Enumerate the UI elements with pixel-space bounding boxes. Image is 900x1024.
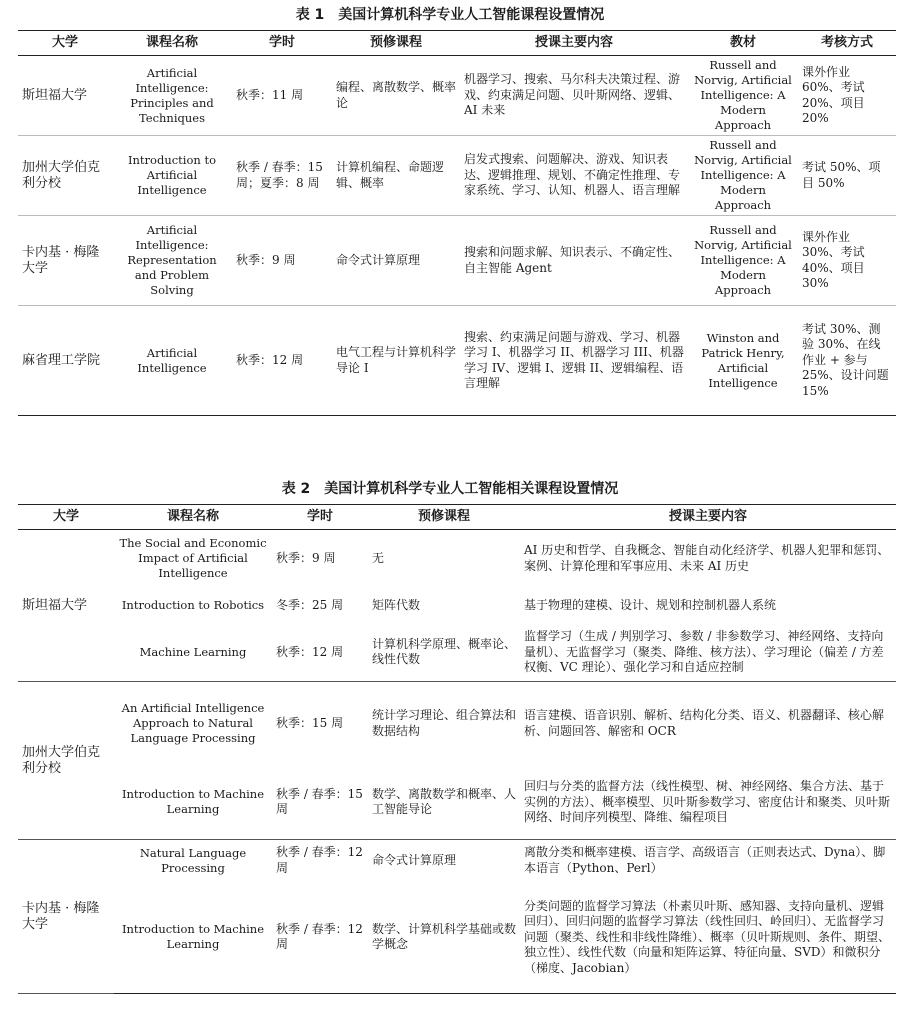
course-cell: Artificial Intelligence: Principles and Techniques <box>112 56 232 136</box>
table2-title: 表 2 美国计算机科学专业人工智能相关课程设置情况 <box>281 481 619 497</box>
assessment-cell: 课外作业 60%、考试 20%、项目 20% <box>798 56 896 136</box>
table-row <box>18 530 896 588</box>
content-cell: 搜索、约束满足问题与游戏、学习、机器学习 I、机器学习 II、机器学习 III、机器学习 IV、逻辑 I、逻辑 II、逻辑编程、语言理解 <box>464 329 684 390</box>
column-header: 预修课程 <box>332 31 460 56</box>
hours-cell: 秋季 / 春季：12 周 <box>276 921 363 952</box>
table-row <box>18 136 896 216</box>
content-cell: 启发式搜索、问题解决、游戏、知识表达、逻辑推理、规划、不确定性推理、专家系统、学习、认知、机器人、语言理解 <box>460 136 688 216</box>
content-cell: AI 历史和哲学、自我概念、智能自动化经济学、机器人犯罪和惩罚、案例、计算伦理和军事应用、未来 AI 历史 <box>524 543 890 573</box>
hours-cell: 秋季 / 春季：15 周 <box>272 766 368 840</box>
content-cell: 离散分类和概率建模、语言学、高级语言（正则表达式、Dyna）、脚本语言（Python、Perl） <box>524 845 886 875</box>
column-header: 授课主要内容 <box>520 505 896 530</box>
hours-cell: 秋季：15 周 <box>276 716 344 730</box>
content-cell: 机器学习、搜索、马尔科夫决策过程、游戏、约束满足问题、贝叶斯网络、逻辑、AI 未来 <box>460 56 688 136</box>
column-header: 课程名称 <box>114 505 272 530</box>
table1-header-row <box>18 31 896 56</box>
textbook-cell: Russell and Norvig, Artificial Intelligence: A Modern Approach <box>688 56 798 136</box>
column-header: 考核方式 <box>798 31 896 56</box>
course-cell: Introduction to Robotics <box>121 598 265 612</box>
table-row <box>18 624 896 682</box>
course-cell: Machine Learning <box>114 624 272 682</box>
prereq-cell: 命令式计算原理 <box>372 853 457 867</box>
hours-cell: 秋季 / 春季：15 周；夏季：8 周 <box>232 136 332 216</box>
column-header: 授课主要内容 <box>460 31 688 56</box>
hours-cell: 冬季：25 周 <box>276 597 344 612</box>
assessment-cell: 考试 50%、项目 50% <box>798 136 896 216</box>
prereq-cell: 编程、离散数学、概率论 <box>332 56 460 136</box>
hours-cell: 秋季：9 周 <box>232 216 332 306</box>
university-cell: 加州大学伯克利分校 <box>18 136 112 216</box>
table-row <box>18 682 896 766</box>
university-cell: 加州大学伯克利分校 <box>18 682 114 840</box>
column-header: 大学 <box>18 31 112 56</box>
column-header: 学时 <box>272 505 368 530</box>
prereq-cell: 数学、计算机科学基础或数学概念 <box>372 921 517 952</box>
column-header: 预修课程 <box>368 505 520 530</box>
textbook-cell: Russell and Norvig, Artificial Intelligence: A Modern Approach <box>688 136 798 216</box>
course-cell: Introduction to Machine Learning <box>121 922 265 952</box>
prereq-cell: 数学、离散数学和概率、人工智能导论 <box>368 766 520 840</box>
course-cell: Introduction to Machine Learning <box>114 766 272 840</box>
university-cell: 卡内基 · 梅隆大学 <box>18 216 112 306</box>
column-header: 教材 <box>688 31 798 56</box>
content-cell: 分类问题的监督学习算法（朴素贝叶斯、感知器、支持向量机、逻辑回归）、回归问题的监督学习算法（线性回归、岭回归）、无监督学习问题（聚类、线性和非线性降维）、概率（贝叶斯规则、条件、期望、独立性）、线性代数（向量和矩阵运算、特征向量、SVD）和微积分（梯度、Jacobian） <box>524 898 891 975</box>
table-row <box>18 840 896 882</box>
content-cell: 基于物理的建模、设计、规划和控制机器人系统 <box>524 597 777 612</box>
hours-cell: 秋季 / 春季：12 周 <box>276 845 363 875</box>
column-header: 学时 <box>232 31 332 56</box>
university-cell: 麻省理工学院 <box>22 352 101 368</box>
university-cell: 卡内基 · 梅隆大学 <box>18 840 114 994</box>
column-header: 大学 <box>18 505 114 530</box>
table-row <box>18 216 896 306</box>
hours-cell: 秋季：12 周 <box>236 352 304 367</box>
table2 <box>18 504 896 994</box>
table-row <box>18 588 896 624</box>
textbook-cell: Winston and Patrick Henry, Artificial Intelligence <box>701 330 785 390</box>
table-row <box>18 306 896 416</box>
table2-header-row <box>18 505 896 530</box>
university-cell: 斯坦福大学 <box>18 530 114 682</box>
content-cell: 语言建模、语音识别、解析、结构化分类、语义、机器翻译、核心解析、问题回答、解密和 OCR <box>524 708 885 738</box>
prereq-cell: 无 <box>372 551 385 565</box>
table-row <box>18 882 896 994</box>
course-cell: Introduction to Artificial Intelligence <box>112 136 232 216</box>
table1-title: 表 1 美国计算机科学专业人工智能课程设置情况 <box>295 7 605 23</box>
textbook-cell: Russell and Norvig, Artificial Intelligence: A Modern Approach <box>688 216 798 306</box>
content-cell: 监督学习（生成 / 判别学习、参数 / 非参数学习、神经网络、支持向量机）、无监督学习（聚类、降维、核方法）、学习理论（偏差 / 方差权衡、VC 理论）、强化学习和自适应控制 <box>520 624 896 682</box>
column-header: 课程名称 <box>112 31 232 56</box>
course-cell: The Social and Economic Impact of Artificial Intelligence <box>119 536 267 581</box>
content-cell: 搜索和问题求解、知识表示、不确定性、自主智能 Agent <box>460 216 688 306</box>
table1 <box>18 30 896 416</box>
prereq-cell: 矩阵代数 <box>372 597 421 612</box>
course-cell: Artificial Intelligence: Representation and Problem Solving <box>112 216 232 306</box>
prereq-cell: 计算机科学原理、概率论、线性代数 <box>368 624 520 682</box>
hours-cell: 秋季：11 周 <box>232 56 332 136</box>
hours-cell: 秋季：12 周 <box>272 624 368 682</box>
university-cell: 斯坦福大学 <box>18 56 112 136</box>
course-cell: Natural Language Processing <box>139 845 247 875</box>
table-row <box>18 56 896 136</box>
course-cell: An Artificial Intelligence Approach to Natural Language Processing <box>121 701 265 746</box>
assessment-cell: 考试 30%、测验 30%、在线作业 + 参与 25%、设计问题 15% <box>802 321 889 398</box>
prereq-cell: 统计学习理论、组合算法和数据结构 <box>372 708 517 738</box>
prereq-cell: 计算机编程、命题逻辑、概率 <box>332 136 460 216</box>
prereq-cell: 电气工程与计算机科学导论 I <box>336 345 457 375</box>
course-cell: Artificial Intelligence <box>137 345 207 375</box>
prereq-cell: 命令式计算原理 <box>332 216 460 306</box>
content-cell: 回归与分类的监督方法（线性模型、树、神经网络、集合方法、基于实例的方法）、概率模型、贝叶斯参数学习、密度估计和聚类、贝叶斯网络、时间序列模型、降维、编程项目 <box>520 766 896 840</box>
assessment-cell: 课外作业 30%、考试 40%、项目 30% <box>798 216 896 306</box>
hours-cell: 秋季：9 周 <box>276 551 336 565</box>
table-row <box>18 766 896 840</box>
